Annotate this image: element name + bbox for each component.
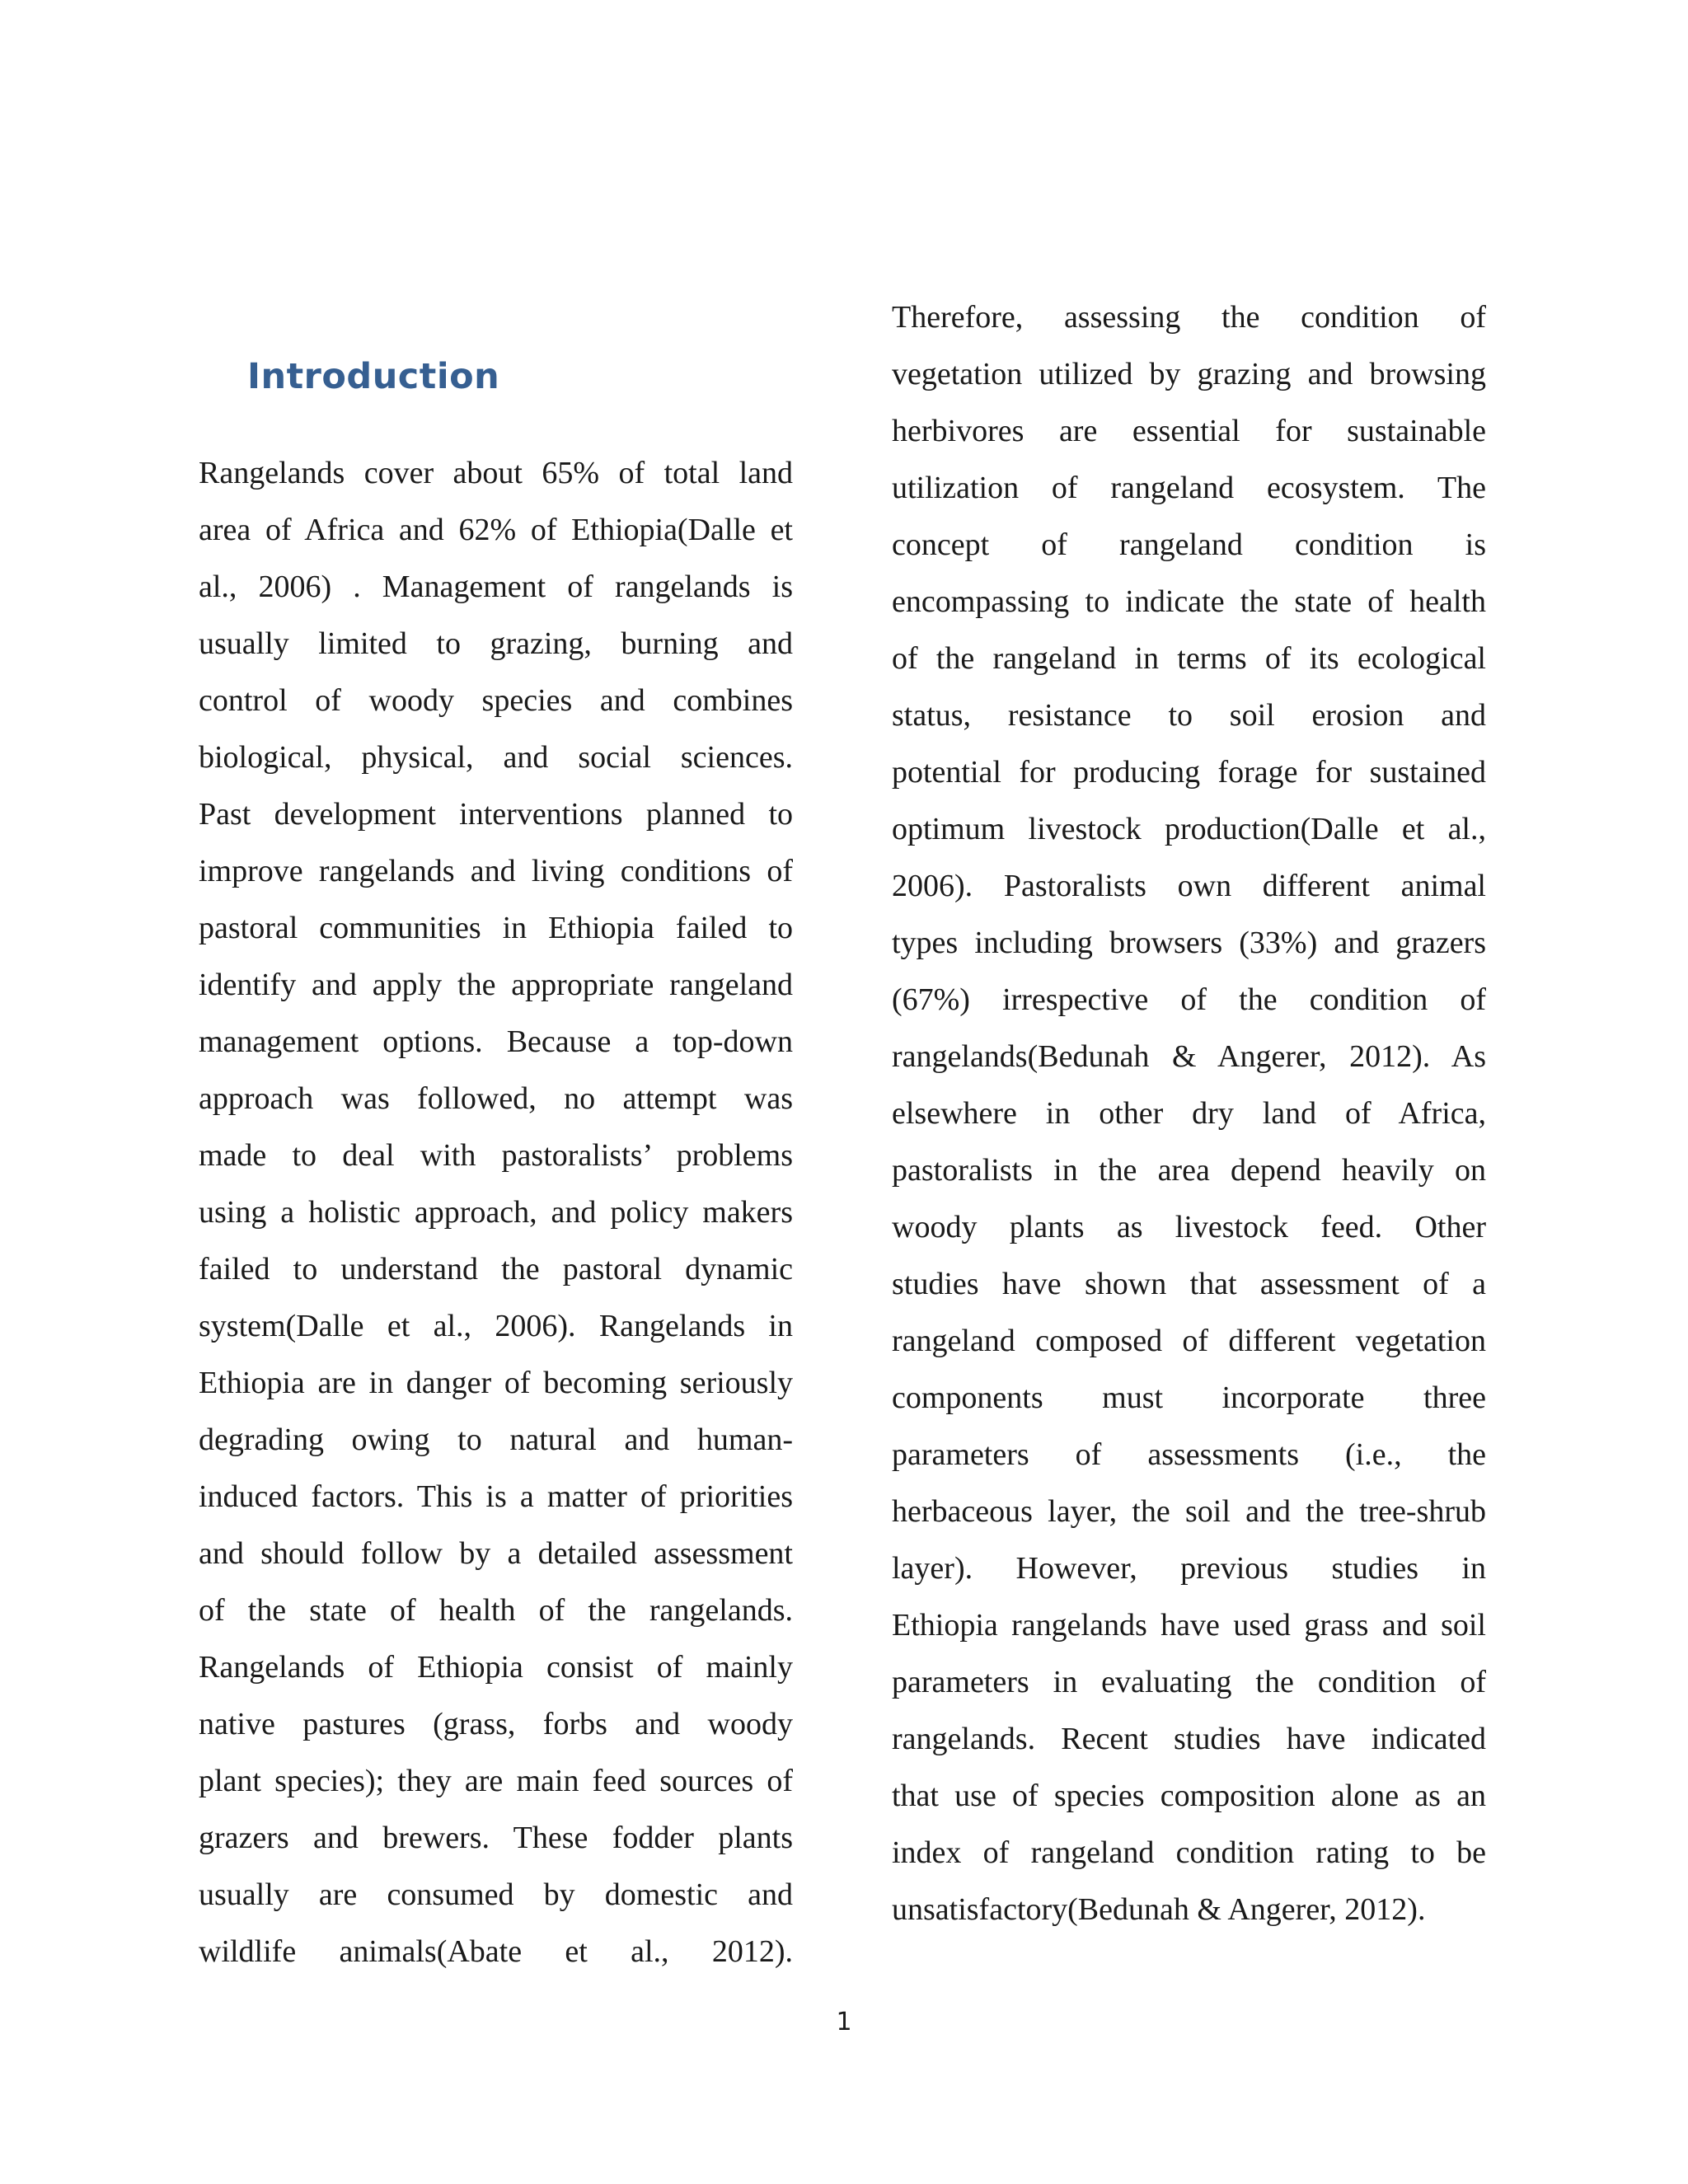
text-line: types including browsers (33%) and grazers bbox=[892, 926, 1486, 960]
text-line: potential for producing forage for sustained bbox=[892, 755, 1486, 790]
text-line: Rangelands of Ethiopia consist of mainly bbox=[199, 1650, 793, 1685]
text-line: rangelands(Bedunah & Angerer, 2012). As bbox=[892, 1039, 1486, 1074]
text-line: rangeland composed of different vegetation bbox=[892, 1324, 1486, 1358]
text-line: woody plants as livestock feed. Other bbox=[892, 1210, 1486, 1244]
text-line: encompassing to indicate the state of health bbox=[892, 584, 1486, 619]
text-line: system(Dalle et al., 2006). Rangelands in bbox=[199, 1309, 793, 1343]
text-line: plant species); they are main feed sources of bbox=[199, 1764, 793, 1798]
text-line: utilization of rangeland ecosystem. The bbox=[892, 471, 1486, 505]
text-line: optimum livestock production(Dalle et al., bbox=[892, 812, 1486, 846]
text-line: index of rangeland condition rating to be bbox=[892, 1835, 1486, 1870]
text-line: layer). However, previous studies in bbox=[892, 1551, 1486, 1586]
right-column bbox=[892, 289, 1486, 1938]
text-line: herbaceous layer, the soil and the tree-shrub bbox=[892, 1494, 1486, 1529]
text-line: parameters of assessments (i.e., the bbox=[892, 1437, 1486, 1472]
text-line: elsewhere in other dry land of Africa, bbox=[892, 1096, 1486, 1131]
text-line: induced factors. This is a matter of priorities bbox=[199, 1479, 793, 1514]
text-line: area of Africa and 62% of Ethiopia(Dalle et bbox=[199, 513, 793, 547]
text-line: components must incorporate three bbox=[892, 1380, 1486, 1415]
section-heading: Introduction bbox=[247, 356, 500, 397]
text-line: wildlife animals(Abate et al., 2012). bbox=[199, 1934, 793, 1969]
text-line: parameters in evaluating the condition of bbox=[892, 1665, 1486, 1699]
text-line: grazers and brewers. These fodder plants bbox=[199, 1821, 793, 1855]
text-line: pastoralists in the area depend heavily on bbox=[892, 1153, 1486, 1188]
page-number: 1 bbox=[836, 2008, 852, 2036]
text-line: failed to understand the pastoral dynamic bbox=[199, 1252, 793, 1286]
text-line: rangelands. Recent studies have indicated bbox=[892, 1722, 1486, 1756]
text-line: identify and apply the appropriate rangeland bbox=[199, 968, 793, 1002]
text-line: Ethiopia are in danger of becoming seriously bbox=[199, 1366, 793, 1400]
text-line: approach was followed, no attempt was bbox=[199, 1081, 793, 1116]
text-line: unsatisfactory(Bedunah & Angerer, 2012). bbox=[892, 1892, 1426, 1927]
text-line: that use of species composition alone as an bbox=[892, 1779, 1486, 1813]
text-line: of the rangeland in terms of its ecological bbox=[892, 641, 1486, 676]
text-line: of the state of health of the rangelands. bbox=[199, 1593, 793, 1628]
text-line: native pastures (grass, forbs and woody bbox=[199, 1707, 793, 1741]
text-line: Ethiopia rangelands have used grass and soil bbox=[892, 1608, 1486, 1643]
text-line: Rangelands cover about 65% of total land bbox=[199, 456, 793, 490]
text-line: studies have shown that assessment of a bbox=[892, 1267, 1486, 1301]
left-column bbox=[199, 445, 793, 1980]
text-line: made to deal with pastoralists’ problems bbox=[199, 1138, 793, 1173]
text-line: biological, physical, and social sciences. bbox=[199, 740, 793, 775]
text-line: pastoral communities in Ethiopia failed to bbox=[199, 911, 793, 945]
text-line: vegetation utilized by grazing and browsing bbox=[892, 357, 1486, 391]
text-line: management options. Because a top-down bbox=[199, 1024, 793, 1059]
text-line: concept of rangeland condition is bbox=[892, 527, 1486, 562]
text-line: Therefore, assessing the condition of bbox=[892, 300, 1486, 335]
text-line: Past development interventions planned to bbox=[199, 797, 793, 832]
text-line: al., 2006) . Management of rangelands is bbox=[199, 569, 793, 604]
text-line: status, resistance to soil erosion and bbox=[892, 698, 1486, 733]
text-line: improve rangelands and living conditions of bbox=[199, 854, 793, 888]
text-line: 2006). Pastoralists own different animal bbox=[892, 869, 1486, 903]
text-line: herbivores are essential for sustainable bbox=[892, 414, 1486, 448]
text-line: control of woody species and combines bbox=[199, 683, 793, 718]
text-line: usually are consumed by domestic and bbox=[199, 1877, 793, 1912]
text-line: and should follow by a detailed assessment bbox=[199, 1536, 793, 1571]
text-line: (67%) irrespective of the condition of bbox=[892, 982, 1486, 1017]
text-line: usually limited to grazing, burning and bbox=[199, 626, 793, 661]
text-line: using a holistic approach, and policy makers bbox=[199, 1195, 793, 1230]
text-line: degrading owing to natural and human- bbox=[199, 1422, 793, 1457]
